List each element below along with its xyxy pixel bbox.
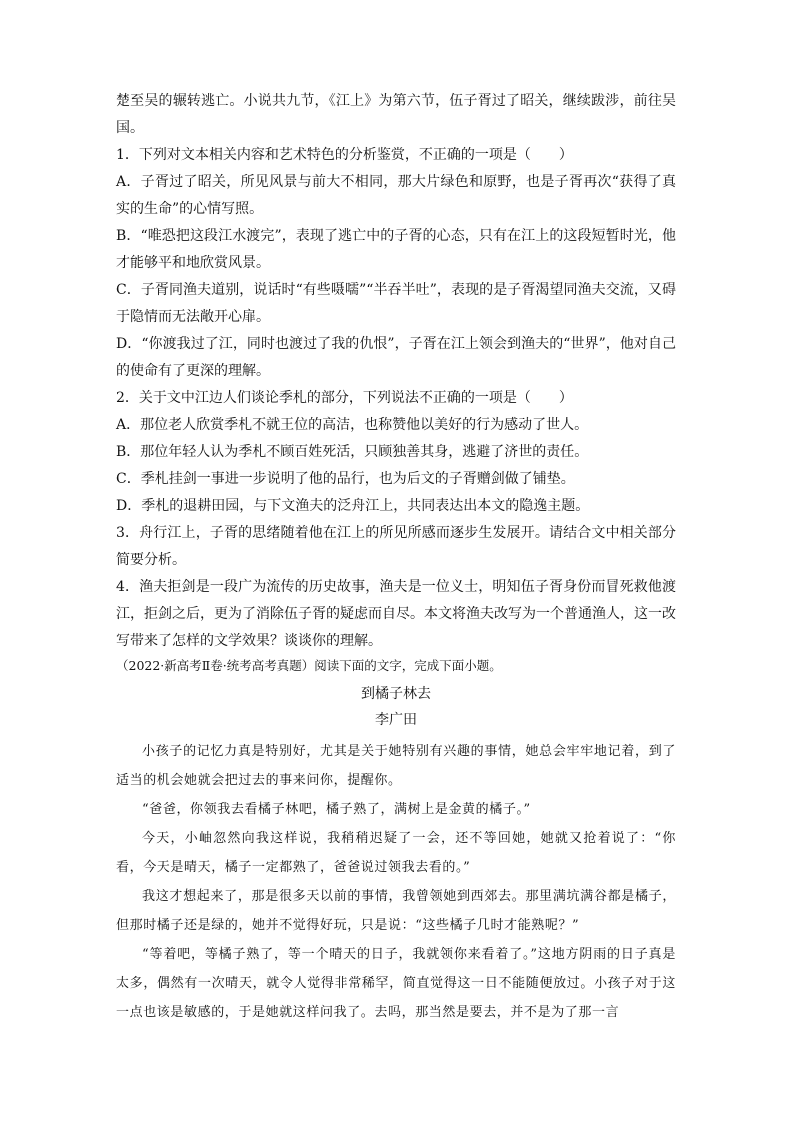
story-title: 到橘子林去 bbox=[361, 686, 431, 702]
question-1-stem: 1．下列对文本相关内容和艺术特色的分析鉴赏，不正确的一项是（ ） bbox=[116, 147, 573, 163]
question-2-option-a: A．那位老人欣赏季札不就王位的高洁，也称赞他以美好的行为感动了世人。 bbox=[116, 417, 589, 433]
story-paragraph: 我这才想起来了，那是很多天以前的事情，我曾领她到西郊去。那里满坑满谷都是橘子，但那时橘子还是绿的，她并不觉得好玩，只是说：“这些橘子几时才能熟呢？” bbox=[116, 889, 676, 933]
question-1-option-a: A．子胥过了昭关，所见风景与前大不相同，那大片绿色和原野，也是子胥再次“获得了真实的生命”的心情写照。 bbox=[116, 174, 676, 217]
question-2-stem: 2．关于文中江边人们谈论季札的部分，下列说法不正确的一项是（ ） bbox=[116, 390, 573, 406]
story-paragraph: “爸爸，你领我去看橘子林吧，橘子熟了，满树上是金黄的橘子。” bbox=[142, 802, 531, 817]
document-page bbox=[116, 88, 676, 1027]
question-4: 4．渔夫拒剑是一段广为流传的历史故事，渔夫是一位义士，明知伍子胥身份而冒死救他渡江，拒剑之后，更为了消除伍子胥的疑虑而自尽。本文将渔夫改写为一个普通渔人，这一改写带来了怎样的文学效果？谈谈你的理解。 bbox=[116, 579, 676, 649]
story-paragraph: 今天，小岫忽然向我这样说，我稍稍迟疑了一会，还不等回她，她就又抢着说了：“你看，今天是晴天，橘子一定都熟了，爸爸说过领我去看的。” bbox=[116, 831, 676, 875]
story-paragraph: “等着吧，等橘子熟了，等一个晴天的日子，我就领你来看着了。”这地方阴雨的日子真是太多，偶然有一次晴天，就令人觉得非常稀罕，简直觉得这一日不能随便放过。小孩子对于这一点也该是敏感的，于是她就这样问我了。去吗，那当然是要去，并不是为了那一言 bbox=[116, 947, 676, 1020]
question-2-option-b: B．那位年轻人认为季札不顾百姓死活，只顾独善其身，逃避了济世的责任。 bbox=[116, 444, 589, 460]
question-2-option-d: D．季札的退耕田园，与下文渔夫的泛舟江上，共同表达出本文的隐逸主题。 bbox=[116, 498, 590, 514]
question-1-option-b: B．“唯恐把这段江水渡完”，表现了逃亡中的子胥的心态，只有在江上的这段短暂时光，他才能够平和地欣赏风景。 bbox=[116, 228, 676, 271]
question-1-option-c: C．子胥同渔夫道别，说话时“有些嗫嚅”“半吞半吐”，表现的是子胥渴望同渔夫交流，又碍于隐情而无法敞开心扉。 bbox=[116, 282, 676, 325]
source-line: （2022·新高考Ⅱ卷·统考高考真题）阅读下面的文字，完成下面小题。 bbox=[116, 658, 502, 673]
question-3: 3．舟行江上，子胥的思绪随着他在江上的所见所感而逐步生发展开。请结合文中相关部分简要分析。 bbox=[116, 525, 676, 568]
story-paragraph: 小孩子的记忆力真是特别好，尤其是关于她特别有兴趣的事情，她总会牢牢地记着，到了适当的机会她就会把过去的事来问你，提醒你。 bbox=[116, 744, 676, 788]
intro-paragraph: 楚至吴的辗转逃亡。小说共九节，《江上》为第六节，伍子胥过了昭关，继续跋涉，前往吴国。 bbox=[116, 93, 676, 136]
story-author: 李广田 bbox=[375, 712, 417, 728]
question-1-option-d: D．“你渡我过了江，同时也渡过了我的仇恨”，子胥在江上领会到渔夫的“世界”，他对自己的使命有了更深的理解。 bbox=[116, 336, 676, 379]
question-2-option-c: C．季札挂剑一事进一步说明了他的品行，也为后文的子胥赠剑做了铺垫。 bbox=[116, 471, 575, 487]
